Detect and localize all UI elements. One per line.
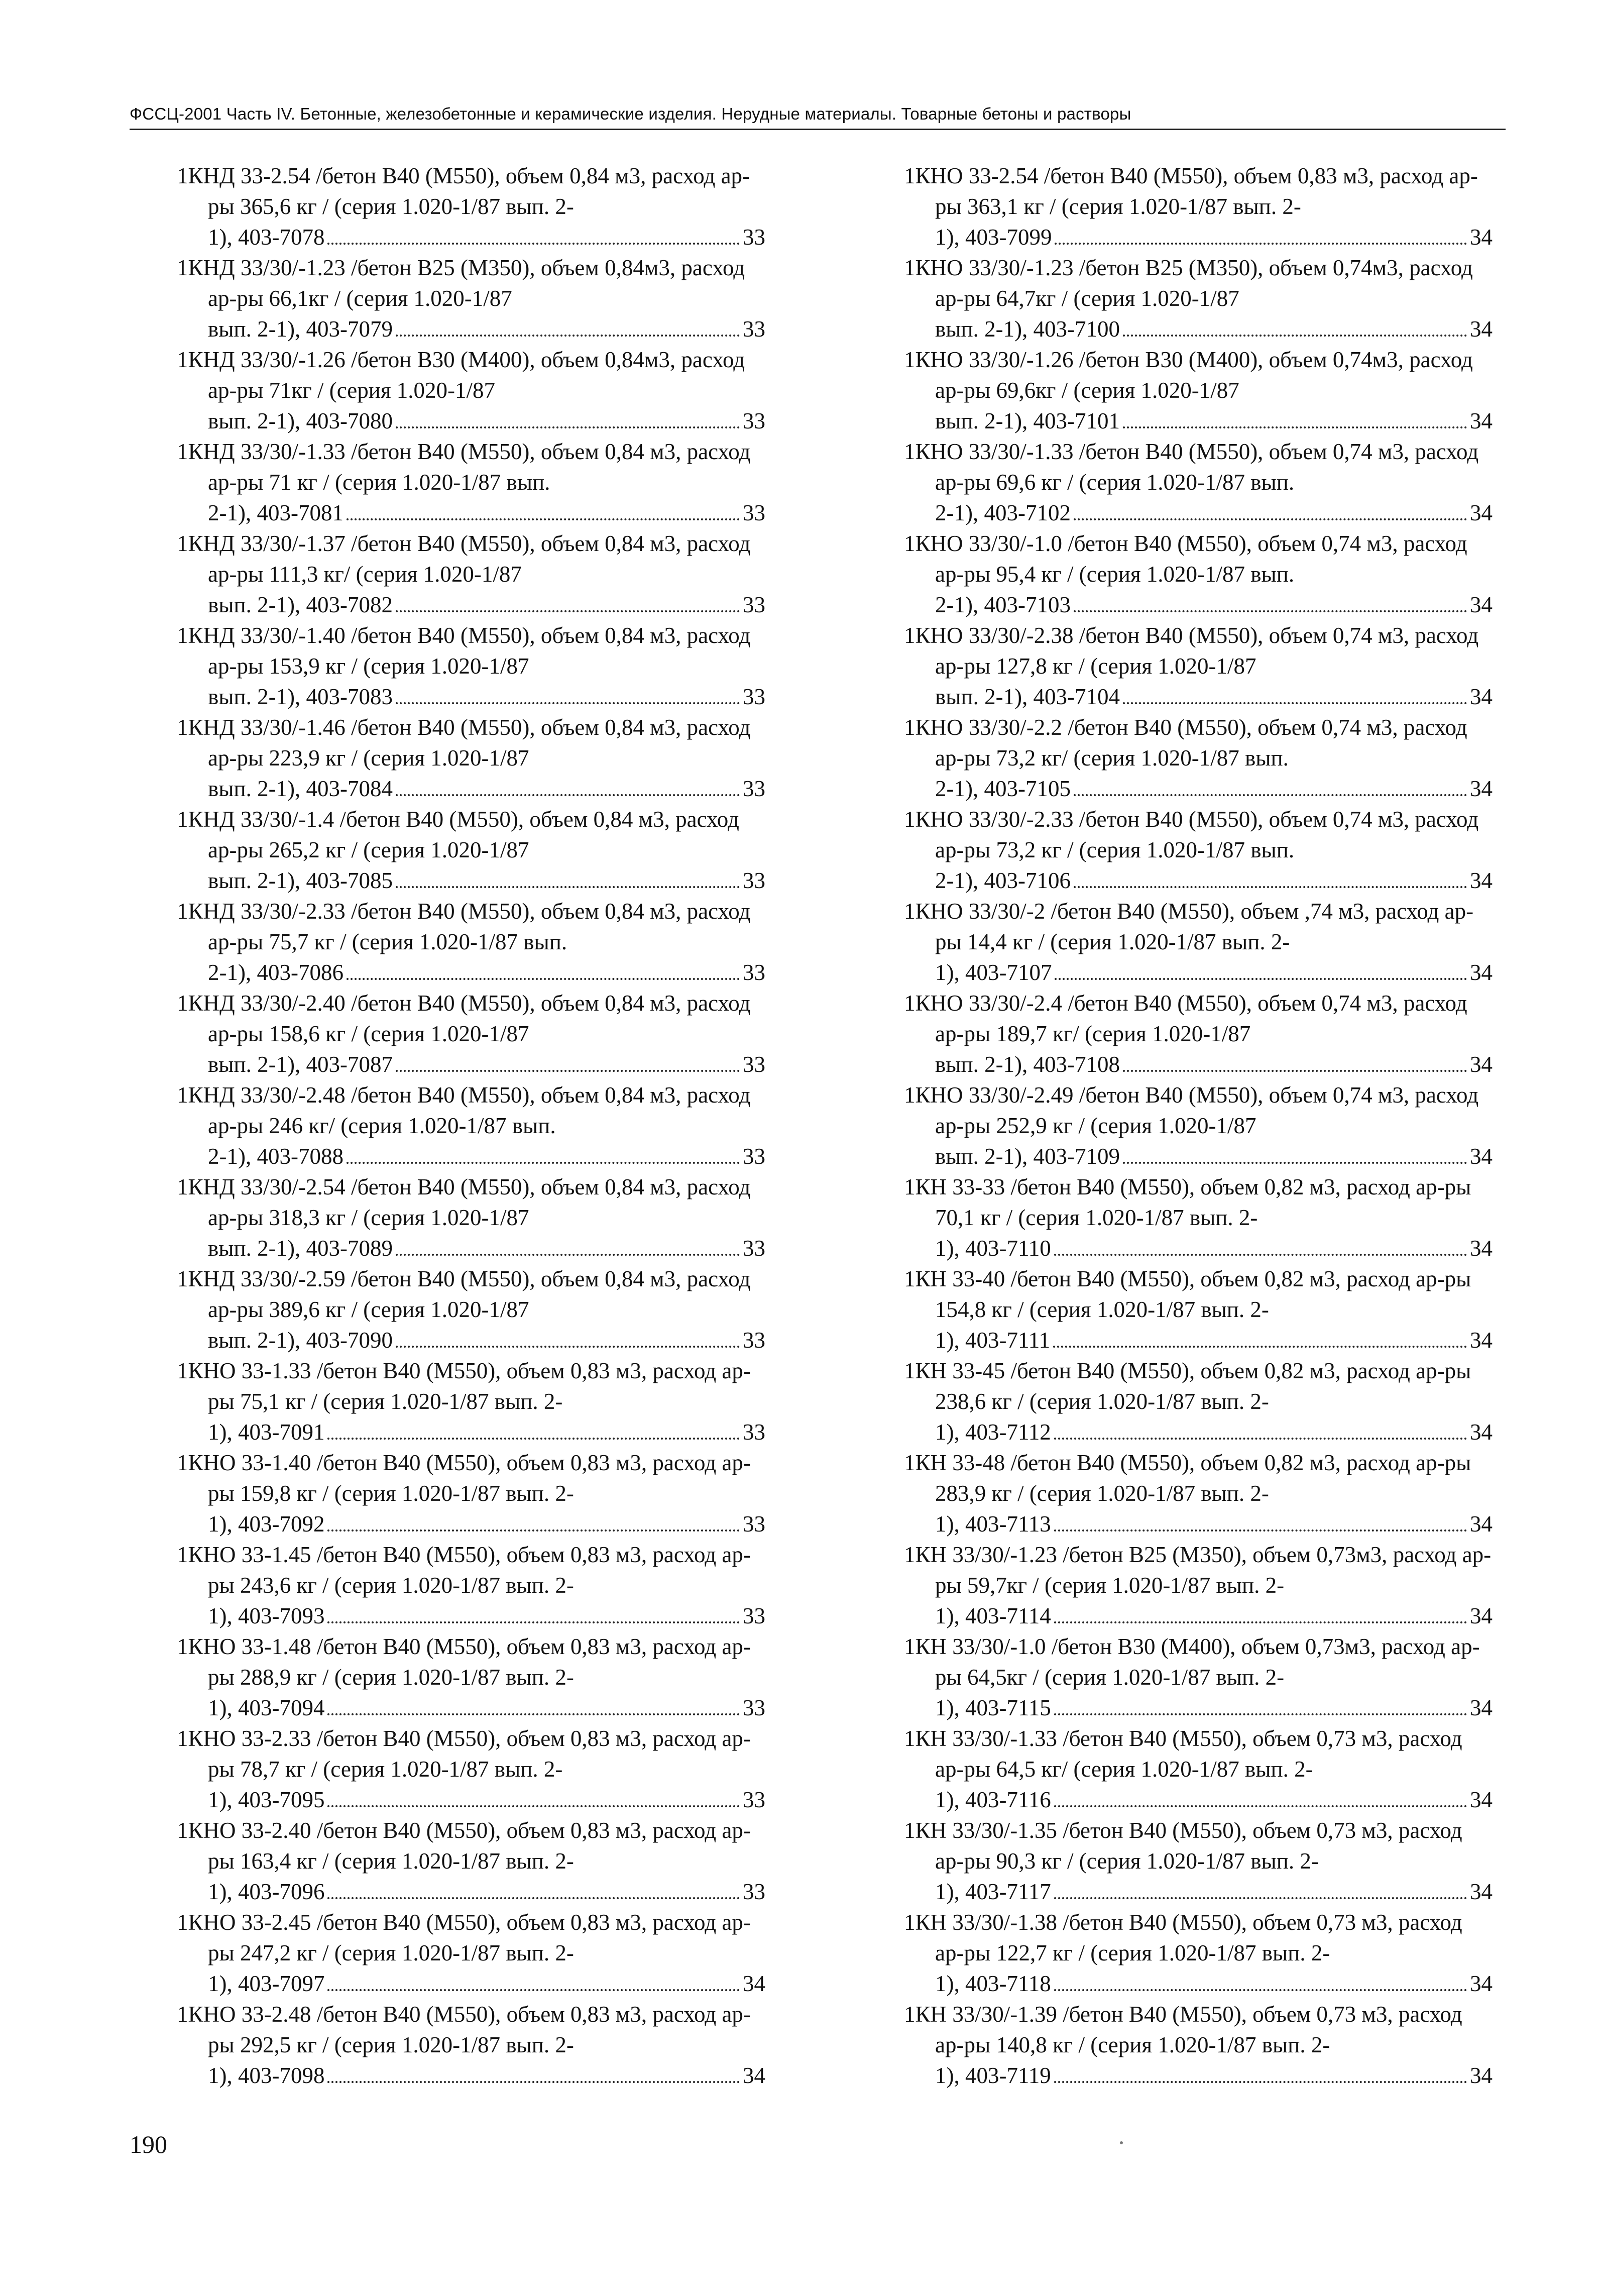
entry-code: 1), 403-7091 <box>208 1419 325 1445</box>
entry-code: 2-1), 403-7102 <box>935 500 1071 525</box>
dot-leader <box>1055 958 1467 980</box>
entry-page: 34 <box>1470 776 1493 801</box>
entry-description: 1КН 33-48 /бетон В40 (М550), объем 0,82 м3, расход ар-ры 283,9 кг / (серия 1.020-1/87 вып. 2- <box>904 1450 1471 1506</box>
entry-description: 1КНД 33/30/-2.33 /бетон В40 (М550), объем 0,84 м3, расход ар-ры 75,7 кг / (серия 1.020-1/87 вып. <box>177 899 751 954</box>
entry-code: 1), 403-7115 <box>935 1695 1051 1720</box>
entry-description: 1КНД 33/30/-1.33 /бетон В40 (М550), объем 0,84 м3, расход ар-ры 71 кг / (серия 1.020-1/87 вып. <box>177 439 751 495</box>
entry-code: вып. 2-1), 403-7082 <box>208 592 393 617</box>
index-entry <box>177 712 765 804</box>
entry-description: 1КН 33/30/-1.33 /бетон В40 (М550), объем 0,73 м3, расход ар-ры 64,5 кг/ (серия 1.020-1/87 вып. 2- <box>904 1726 1462 1782</box>
entry-reference-line <box>208 1785 765 1815</box>
entry-description: 1КНД 33/30/-1.23 /бетон В25 (М350), объем 0,84м3, расход ар-ры 66,1кг / (серия 1.020-1/87 <box>177 255 745 311</box>
dot-leader <box>1055 223 1467 245</box>
entry-description: 1КНО 33/30/-2.2 /бетон В40 (М550), объем 0,74 м3, расход ар-ры 73,2 кг/ (серия 1.020-1/87 вып. <box>904 715 1467 771</box>
entry-description: 1КНО 33/30/-2.49 /бетон В40 (М550), объем 0,74 м3, расход ар-ры 252,9 кг / (серия 1.020-1/87 <box>904 1082 1479 1138</box>
entry-page: 34 <box>1470 1328 1493 1353</box>
entry-code: вып. 2-1), 403-7084 <box>208 776 393 801</box>
entry-reference-line <box>935 1693 1493 1723</box>
entry-code: 1), 403-7078 <box>208 225 325 250</box>
entry-page: 33 <box>743 776 765 801</box>
index-entry <box>904 712 1493 804</box>
dot-leader <box>1074 590 1467 612</box>
dot-leader <box>1074 498 1467 520</box>
entry-page: 34 <box>1470 1511 1493 1537</box>
dot-leader <box>1054 1877 1467 1899</box>
entry-reference-line <box>208 1049 765 1080</box>
entry-code: вып. 2-1), 403-7083 <box>208 684 393 709</box>
entry-description: 1КНО 33/30/-1.33 /бетон В40 (М550), объем 0,74 м3, расход ар-ры 69,6 кг / (серия 1.020-1/87 вып. <box>904 439 1479 495</box>
entry-code: 2-1), 403-7106 <box>935 868 1071 893</box>
entry-code: 1), 403-7111 <box>935 1328 1051 1353</box>
scan-speck <box>1120 2141 1123 2144</box>
index-entry <box>177 1448 765 1540</box>
entry-code: 1), 403-7097 <box>208 1971 325 1996</box>
index-entry <box>177 1080 765 1172</box>
entry-page: 34 <box>1470 1419 1493 1445</box>
entry-reference-line <box>935 1601 1493 1631</box>
entry-reference-line <box>935 406 1493 436</box>
entry-description: 1КН 33/30/-1.39 /бетон В40 (М550), объем 0,73 м3, расход ар-ры 140,8 кг / (серия 1.020-1/87 вып. 2- <box>904 2002 1462 2057</box>
index-entry <box>177 896 765 988</box>
index-entry <box>177 1540 765 1631</box>
entry-page: 33 <box>743 1144 765 1169</box>
entry-code: вып. 2-1), 403-7101 <box>935 408 1120 433</box>
header-rule <box>130 129 1506 130</box>
index-entry <box>904 161 1493 253</box>
entry-description: 1КНД 33/30/-2.59 /бетон В40 (М550), объем 0,84 м3, расход ар-ры 389,6 кг / (серия 1.020-1/87 <box>177 1266 751 1322</box>
dot-leader <box>1074 866 1467 888</box>
entry-reference-line <box>208 1509 765 1540</box>
entry-reference-line <box>208 590 765 620</box>
entry-reference-line <box>935 1233 1493 1264</box>
entry-code: вып. 2-1), 403-7108 <box>935 1052 1120 1077</box>
entry-reference-line <box>935 1785 1493 1815</box>
entry-description: 1КНО 33-2.54 /бетон В40 (М550), объем 0,83 м3, расход ар-ры 363,1 кг / (серия 1.020-1/87 вып. 2- <box>904 163 1478 219</box>
entry-code: 1), 403-7117 <box>935 1879 1051 1904</box>
entry-code: 1), 403-7096 <box>208 1879 325 1904</box>
index-entry <box>177 345 765 436</box>
dot-leader <box>327 223 740 245</box>
entry-code: 1), 403-7113 <box>935 1511 1051 1537</box>
index-entry <box>177 1907 765 1999</box>
page-number: 190 <box>130 2130 167 2158</box>
entry-reference-line <box>935 314 1493 345</box>
entry-code: 1), 403-7094 <box>208 1695 325 1720</box>
entry-code: 1), 403-7093 <box>208 1603 325 1628</box>
entry-description: 1КНО 33/30/-2.33 /бетон В40 (М550), объем 0,74 м3, расход ар-ры 73,2 кг / (серия 1.020-1/87 вып. <box>904 807 1479 862</box>
index-column-right <box>904 161 1493 2091</box>
entry-code: 2-1), 403-7081 <box>208 500 344 525</box>
index-entry <box>904 988 1493 1080</box>
index-entry <box>904 1356 1493 1448</box>
entry-description: 1КН 33/30/-1.0 /бетон В30 (М400), объем 0,73м3, расход ар-ры 64,5кг / (серия 1.020-1/87 вып. 2- <box>904 1634 1480 1690</box>
dot-leader <box>327 1509 740 1532</box>
entry-code: вып. 2-1), 403-7100 <box>935 316 1120 342</box>
entry-code: 1), 403-7107 <box>935 960 1052 985</box>
entry-code: 1), 403-7119 <box>935 2063 1051 2088</box>
index-entry <box>904 1172 1493 1264</box>
index-entry <box>904 1999 1493 2091</box>
entry-description: 1КНО 33-1.40 /бетон В40 (М550), объем 0,83 м3, расход ар-ры 159,8 кг / (серия 1.020-1/87 вып. 2- <box>177 1450 751 1506</box>
entry-description: 1КН 33-33 /бетон В40 (М550), объем 0,82 м3, расход ар-ры 70,1 кг / (серия 1.020-1/87 вып. 2- <box>904 1174 1471 1230</box>
index-entry <box>177 253 765 345</box>
index-entry <box>904 436 1493 528</box>
entry-description: 1КНД 33/30/-2.54 /бетон В40 (М550), объем 0,84 м3, расход ар-ры 318,3 кг / (серия 1.020-1/87 <box>177 1174 751 1230</box>
dot-leader <box>396 1050 740 1072</box>
dot-leader <box>1054 1509 1467 1532</box>
entry-description: 1КНД 33/30/-1.40 /бетон В40 (М550), объем 0,84 м3, расход ар-ры 153,9 кг / (серия 1.020-1/87 <box>177 623 751 679</box>
entry-description: 1КНО 33/30/-1.0 /бетон В40 (М550), объем 0,74 м3, расход ар-ры 95,4 кг / (серия 1.020-1/87 вып. <box>904 531 1467 587</box>
entry-code: 1), 403-7112 <box>935 1419 1051 1445</box>
entry-description: 1КНО 33/30/-2.4 /бетон В40 (М550), объем 0,74 м3, расход ар-ры 189,7 кг/ (серия 1.020-1/87 <box>904 991 1467 1046</box>
entry-code: 1), 403-7116 <box>935 1787 1051 1812</box>
entry-code: 1), 403-7110 <box>935 1236 1051 1261</box>
entry-page: 33 <box>743 225 765 250</box>
index-entry <box>177 620 765 712</box>
entry-code: 2-1), 403-7105 <box>935 776 1071 801</box>
index-entry <box>177 1723 765 1815</box>
index-entry <box>904 528 1493 620</box>
entry-reference-line <box>935 498 1493 528</box>
dot-leader <box>1123 1050 1467 1072</box>
index-entry <box>177 1631 765 1723</box>
entry-description: 1КНД 33/30/-1.37 /бетон В40 (М550), объем 0,84 м3, расход ар-ры 111,3 кг/ (серия 1.020-1/87 <box>177 531 751 587</box>
entry-description: 1КНД 33/30/-1.4 /бетон В40 (М550), объем 0,84 м3, расход ар-ры 265,2 кг / (серия 1.020-1/87 <box>177 807 739 862</box>
entry-code: вып. 2-1), 403-7080 <box>208 408 393 433</box>
entry-page: 33 <box>743 592 765 617</box>
entry-page: 34 <box>1470 408 1493 433</box>
dot-leader <box>1123 1142 1467 1164</box>
dot-leader <box>347 958 740 980</box>
dot-leader <box>396 590 740 612</box>
index-entry <box>904 1815 1493 1907</box>
index-entry <box>177 436 765 528</box>
entry-reference-line <box>935 682 1493 712</box>
entry-code: вып. 2-1), 403-7109 <box>935 1144 1120 1169</box>
entry-page: 34 <box>1470 868 1493 893</box>
index-entry <box>904 1723 1493 1815</box>
entry-reference-line <box>935 1325 1493 1356</box>
entry-code: 1), 403-7095 <box>208 1787 325 1812</box>
entry-description: 1КНО 33-2.45 /бетон В40 (М550), объем 0,83 м3, расход ар-ры 247,2 кг / (серия 1.020-1/87 вып. 2- <box>177 1910 751 1965</box>
entry-description: 1КНО 33-2.33 /бетон В40 (М550), объем 0,83 м3, расход ар-ры 78,7 кг / (серия 1.020-1/87 вып. 2- <box>177 1726 751 1782</box>
dot-leader <box>1123 314 1467 337</box>
entry-description: 1КНО 33/30/-1.23 /бетон В25 (М350), объем 0,74м3, расход ар-ры 64,7кг / (серия 1.020-1/87 <box>904 255 1473 311</box>
entry-description: 1КНО 33-2.48 /бетон В40 (М550), объем 0,83 м3, расход ар-ры 292,5 кг / (серия 1.020-1/87 вып. 2- <box>177 2002 751 2057</box>
index-entry <box>177 1999 765 2091</box>
entry-page: 34 <box>1470 592 1493 617</box>
entry-page: 33 <box>743 316 765 342</box>
entry-reference-line <box>935 957 1493 988</box>
dot-leader <box>396 866 740 888</box>
dot-leader <box>396 1326 740 1348</box>
dot-leader <box>1074 774 1467 796</box>
entry-description: 1КН 33/30/-1.23 /бетон В25 (М350), объем 0,73м3, расход ар-ры 59,7кг / (серия 1.020-1/87 вып. 2- <box>904 1542 1492 1598</box>
dot-leader <box>396 682 740 704</box>
entry-description: 1КНО 33-2.40 /бетон В40 (М550), объем 0,83 м3, расход ар-ры 163,4 кг / (серия 1.020-1/87 вып. 2- <box>177 1818 751 1874</box>
entry-reference-line <box>208 865 765 896</box>
entry-code: 1), 403-7092 <box>208 1511 325 1537</box>
index-column-left <box>177 161 765 2091</box>
entry-reference-line <box>935 590 1493 620</box>
dot-leader <box>1123 682 1467 704</box>
index-entry <box>904 345 1493 436</box>
index-entry <box>904 1448 1493 1540</box>
dot-leader <box>396 1234 740 1256</box>
entry-reference-line <box>208 682 765 712</box>
dot-leader <box>347 1142 740 1164</box>
dot-leader <box>396 774 740 796</box>
entry-reference-line <box>935 865 1493 896</box>
entry-description: 1КН 33-40 /бетон В40 (М550), объем 0,82 м3, расход ар-ры 154,8 кг / (серия 1.020-1/87 вып. 2- <box>904 1266 1471 1322</box>
entry-code: 2-1), 403-7086 <box>208 960 344 985</box>
dot-leader <box>327 2061 740 2083</box>
running-header: ФССЦ-2001 Часть IV. Бетонные, железобетонные и керамические изделия. Нерудные материалы. Товарные бетоны и растворы <box>130 104 1131 123</box>
entry-description: 1КН 33/30/-1.38 /бетон В40 (М550), объем 0,73 м3, расход ар-ры 122,7 кг / (серия 1.020-1/87 вып. 2- <box>904 1910 1462 1965</box>
entry-reference-line <box>935 2060 1493 2091</box>
index-entry <box>177 988 765 1080</box>
entry-reference-line <box>208 1693 765 1723</box>
entry-reference-line <box>208 498 765 528</box>
entry-page: 33 <box>743 1328 765 1353</box>
entry-page: 33 <box>743 1511 765 1537</box>
dot-leader <box>327 1693 740 1715</box>
index-entry <box>904 1540 1493 1631</box>
entry-reference-line <box>935 1877 1493 1907</box>
entry-page: 33 <box>743 868 765 893</box>
entry-page: 34 <box>743 1971 765 1996</box>
dot-leader <box>396 314 740 337</box>
entry-page: 34 <box>1470 1236 1493 1261</box>
entry-reference-line <box>935 222 1493 253</box>
entry-page: 33 <box>743 500 765 525</box>
entry-page: 33 <box>743 960 765 985</box>
entry-page: 34 <box>1470 1879 1493 1904</box>
entry-page: 34 <box>1470 2063 1493 2088</box>
dot-leader <box>1054 1601 1467 1623</box>
entry-page: 34 <box>1470 1787 1493 1812</box>
dot-leader <box>1123 406 1467 428</box>
entry-reference-line <box>208 1877 765 1907</box>
dot-leader <box>327 1785 740 1807</box>
index-entry <box>177 161 765 253</box>
entry-page: 34 <box>1470 500 1493 525</box>
dot-leader <box>327 1877 740 1899</box>
entry-page: 34 <box>1470 960 1493 985</box>
dot-leader <box>327 1969 740 1991</box>
entry-page: 34 <box>743 2063 765 2088</box>
entry-code: вып. 2-1), 403-7079 <box>208 316 393 342</box>
entry-reference-line <box>208 1325 765 1356</box>
entry-page: 34 <box>1470 316 1493 342</box>
entry-page: 33 <box>743 684 765 709</box>
index-entry <box>904 253 1493 345</box>
entry-code: вып. 2-1), 403-7104 <box>935 684 1120 709</box>
dot-leader <box>327 1601 740 1623</box>
entry-reference-line <box>935 1417 1493 1448</box>
entry-description: 1КНД 33/30/-1.26 /бетон В30 (М400), объем 0,84м3, расход ар-ры 71кг / (серия 1.020-1/87 <box>177 347 745 403</box>
entry-description: 1КНО 33/30/-1.26 /бетон В30 (М400), объем 0,74м3, расход ар-ры 69,6кг / (серия 1.020-1/87 <box>904 347 1473 403</box>
index-entry <box>177 1815 765 1907</box>
entry-page: 33 <box>743 1787 765 1812</box>
entry-code: вып. 2-1), 403-7089 <box>208 1236 393 1261</box>
entry-description: 1КН 33/30/-1.35 /бетон В40 (М550), объем 0,73 м3, расход ар-ры 90,3 кг / (серия 1.020-1/87 вып. 2- <box>904 1818 1462 1874</box>
index-entry <box>177 804 765 896</box>
entry-code: 1), 403-7098 <box>208 2063 325 2088</box>
entry-description: 1КН 33-45 /бетон В40 (М550), объем 0,82 м3, расход ар-ры 238,6 кг / (серия 1.020-1/87 вып. 2- <box>904 1358 1471 1414</box>
entry-page: 33 <box>743 1603 765 1628</box>
entry-reference-line <box>935 1141 1493 1172</box>
entry-code: 1), 403-7099 <box>935 225 1052 250</box>
entry-page: 33 <box>743 1419 765 1445</box>
entry-description: 1КНД 33/30/-2.48 /бетон В40 (М550), объем 0,84 м3, расход ар-ры 246 кг/ (серия 1.020-1/87 вып. <box>177 1082 751 1138</box>
entry-reference-line <box>208 957 765 988</box>
dot-leader <box>1053 1326 1467 1348</box>
entry-page: 34 <box>1470 1052 1493 1077</box>
entry-reference-line <box>208 2060 765 2091</box>
entry-reference-line <box>208 222 765 253</box>
dot-leader <box>1054 2061 1467 2083</box>
entry-description: 1КНД 33/30/-2.40 /бетон В40 (М550), объем 0,84 м3, расход ар-ры 158,6 кг / (серия 1.020-1/87 <box>177 991 751 1046</box>
entry-page: 34 <box>1470 1603 1493 1628</box>
entry-code: 2-1), 403-7103 <box>935 592 1071 617</box>
entry-code: вып. 2-1), 403-7090 <box>208 1328 393 1353</box>
entry-description: 1КНО 33-1.45 /бетон В40 (М550), объем 0,83 м3, расход ар-ры 243,6 кг / (серия 1.020-1/87 вып. 2- <box>177 1542 751 1598</box>
entry-reference-line <box>208 774 765 804</box>
entry-reference-line <box>208 314 765 345</box>
entry-page: 33 <box>743 408 765 433</box>
index-entry <box>904 1907 1493 1999</box>
entry-reference-line <box>208 1601 765 1631</box>
index-entry <box>904 620 1493 712</box>
entry-description: 1КНД 33/30/-1.46 /бетон В40 (М550), объем 0,84 м3, расход ар-ры 223,9 кг / (серия 1.020-1/87 <box>177 715 751 771</box>
entry-reference-line <box>935 774 1493 804</box>
entry-description: 1КНД 33-2.54 /бетон В40 (М550), объем 0,84 м3, расход ар-ры 365,6 кг / (серия 1.020-1/87 вып. 2- <box>177 163 750 219</box>
entry-reference-line <box>935 1049 1493 1080</box>
index-entry <box>904 1080 1493 1172</box>
dot-leader <box>327 1417 740 1440</box>
entry-page: 33 <box>743 1236 765 1261</box>
entry-code: 2-1), 403-7088 <box>208 1144 344 1169</box>
dot-leader <box>1054 1234 1467 1256</box>
entry-page: 34 <box>1470 684 1493 709</box>
dot-leader <box>1054 1693 1467 1715</box>
entry-description: 1КНО 33/30/-2.38 /бетон В40 (М550), объем 0,74 м3, расход ар-ры 127,8 кг / (серия 1.020-1/87 <box>904 623 1479 679</box>
entry-reference-line <box>935 1509 1493 1540</box>
index-entry <box>904 896 1493 988</box>
index-entry <box>177 1264 765 1356</box>
entry-reference-line <box>935 1969 1493 1999</box>
entry-page: 34 <box>1470 225 1493 250</box>
entry-page: 34 <box>1470 1695 1493 1720</box>
dot-leader <box>1054 1785 1467 1807</box>
index-entry <box>177 1172 765 1264</box>
index-entry <box>177 528 765 620</box>
entry-reference-line <box>208 1233 765 1264</box>
dot-leader <box>396 406 740 428</box>
index-entry <box>904 804 1493 896</box>
dot-leader <box>1054 1417 1467 1440</box>
entry-reference-line <box>208 406 765 436</box>
index-entry <box>177 1356 765 1448</box>
entry-description: 1КНО 33/30/-2 /бетон В40 (М550), объем ,74 м3, расход ар-ры 14,4 кг / (серия 1.020-1/87 вып. 2- <box>904 899 1474 954</box>
entry-page: 34 <box>1470 1971 1493 1996</box>
entry-code: 1), 403-7118 <box>935 1971 1051 1996</box>
entry-reference-line <box>208 1969 765 1999</box>
entry-description: 1КНО 33-1.48 /бетон В40 (М550), объем 0,83 м3, расход ар-ры 288,9 кг / (серия 1.020-1/87 вып. 2- <box>177 1634 751 1690</box>
index-entry <box>904 1631 1493 1723</box>
entry-description: 1КНО 33-1.33 /бетон В40 (М550), объем 0,83 м3, расход ар-ры 75,1 кг / (серия 1.020-1/87 вып. 2- <box>177 1358 751 1414</box>
entry-page: 33 <box>743 1695 765 1720</box>
entry-reference-line <box>208 1141 765 1172</box>
index-entry <box>904 1264 1493 1356</box>
entry-code: 1), 403-7114 <box>935 1603 1051 1628</box>
entry-code: вып. 2-1), 403-7085 <box>208 868 393 893</box>
entry-page: 33 <box>743 1879 765 1904</box>
entry-reference-line <box>208 1417 765 1448</box>
dot-leader <box>1054 1969 1467 1991</box>
entry-page: 33 <box>743 1052 765 1077</box>
entry-code: вып. 2-1), 403-7087 <box>208 1052 393 1077</box>
entry-page: 34 <box>1470 1144 1493 1169</box>
dot-leader <box>347 498 740 520</box>
